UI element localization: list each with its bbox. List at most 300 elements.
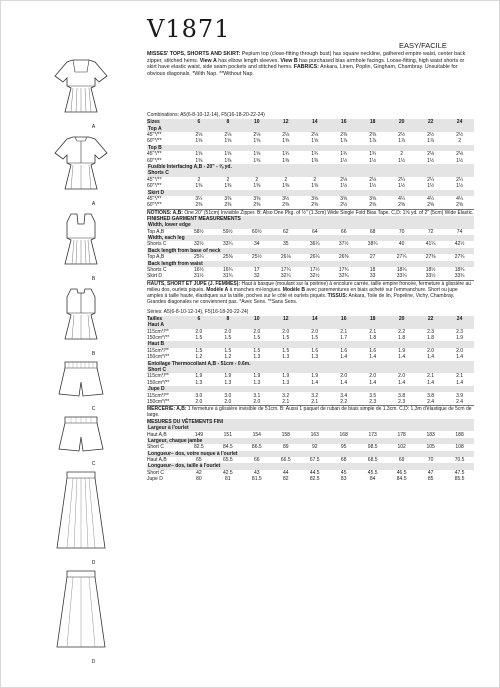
size-cell: 18: [369, 119, 376, 126]
table-row: [147, 335, 474, 341]
row-label: 60"*/**: [147, 138, 162, 145]
table-cell: 149: [194, 431, 204, 438]
table-cell: 1½: [369, 157, 377, 164]
table-cell: 1.9: [224, 373, 232, 380]
table-cell: 2: [458, 138, 461, 145]
table-cell: 2⅜: [340, 132, 348, 139]
french-yardage-table: [147, 316, 474, 405]
table-cell: 33¼: [396, 273, 407, 280]
table-cell: 2½: [427, 132, 435, 139]
table-cell: 2.2: [340, 398, 348, 405]
table-cell: 2.3: [398, 398, 406, 405]
table-cell: 84.5: [396, 476, 407, 483]
table-cell: 3.2: [282, 392, 290, 399]
table-cell: 2⅛: [340, 176, 348, 183]
size-cell: 8: [226, 119, 230, 126]
row-label: Skirt D: [147, 273, 162, 280]
table-row: [147, 202, 474, 208]
table-cell: 1.2: [224, 354, 232, 361]
table-cell: 27⅜: [425, 254, 436, 261]
table-cell: 68: [369, 228, 376, 235]
table-cell: 66.5: [280, 457, 291, 464]
table-cell: 1.6: [369, 347, 377, 354]
table-cell: 1.4: [427, 379, 435, 386]
fabrics-text: Ankara, Linen, Poplin, Gingham, Chambray. Unsuitable for obvious diagonals. *With Nap. **Without Nap.: [147, 64, 458, 77]
section-title: Top B: [147, 145, 474, 151]
table-cell: 33¼: [222, 241, 233, 248]
table-cell: 154: [252, 431, 261, 438]
table-cell: 2⅜: [311, 202, 319, 209]
table-cell: 40: [398, 241, 405, 248]
table-cell: 158: [281, 431, 290, 438]
table-cell: 1⅞: [369, 138, 377, 145]
row-label: 45"*/**: [147, 176, 162, 183]
table-cell: 1⅝: [224, 151, 232, 158]
french-finished-title: MESURES DU VÊTEMENTS FINI: [147, 419, 474, 425]
table-cell: 2: [226, 176, 230, 183]
table-cell: 98.5: [367, 444, 378, 451]
table-cell: 2⅛: [311, 132, 319, 139]
table-cell: 1.4: [340, 354, 348, 361]
table-cell: 1.3: [282, 379, 290, 386]
row-label: Shorts C: [147, 241, 167, 248]
sketch-shorts-c-back: [51, 415, 111, 455]
sketch-label: D: [91, 659, 96, 665]
row-label: Shorts C: [147, 267, 167, 274]
table-row: [147, 138, 474, 144]
table-cell: 1⅜: [282, 157, 290, 164]
description-title: MISSES' TOPS, SHORTS AND SKIRT:: [147, 51, 241, 57]
section-title: Skirt D: [147, 190, 474, 196]
table-cell: 1⅜: [311, 157, 319, 164]
section-title: Longueur– dos, taille à l'ourlet: [147, 463, 474, 469]
table-cell: 32½: [309, 273, 320, 280]
table-cell: 58½: [193, 228, 204, 235]
table-cell: 45: [340, 469, 347, 476]
table-cell: 1.9: [398, 347, 406, 354]
row-label: Haut A,B: [147, 431, 167, 438]
table-cell: 82.5: [193, 444, 204, 451]
table-cell: 2.0: [369, 373, 377, 380]
table-cell: 2.0: [427, 347, 435, 354]
table-cell: 47: [427, 469, 434, 476]
row-label: Haut A,B: [147, 457, 167, 464]
section-title: Top A: [147, 126, 474, 132]
table-cell: 26⅛: [280, 254, 291, 261]
table-cell: 62: [282, 228, 289, 235]
table-row: [147, 196, 474, 202]
table-cell: 1.4: [456, 379, 464, 386]
sizes-label: Sizes: [147, 119, 160, 126]
table-cell: 1¾: [311, 151, 319, 158]
table-cell: 1.3: [282, 354, 290, 361]
description-text: Peplum top (close-fitting through bust) has square neckline, gathered empire waist, center back zipper, stitched hems.: [147, 51, 466, 64]
row-label: 150cm*/**: [147, 379, 170, 386]
table-cell: 2⅜: [253, 202, 261, 209]
table-cell: 3.0: [224, 392, 232, 399]
table-cell: 2.0: [456, 347, 464, 354]
table-cell: 2⅜: [195, 202, 203, 209]
table-cell: 151: [223, 431, 232, 438]
size-cell: 14: [311, 315, 318, 322]
table-cell: 1⅝: [224, 138, 232, 145]
table-cell: 1⅜: [224, 157, 232, 164]
table-cell: 1½: [398, 183, 406, 190]
table-cell: 178: [397, 431, 406, 438]
sizes-header-row: [147, 316, 474, 322]
table-row: [147, 254, 474, 260]
combinations-line: Combinations: A5(6-8-10-12-14), F5(16-18-20-22-24): [147, 112, 265, 118]
table-cell: 1.4: [311, 379, 319, 386]
size-cell: 12: [282, 119, 289, 126]
size-cell: 24: [456, 119, 463, 126]
table-cell: 2½: [398, 132, 406, 139]
table-cell: 3⅝: [340, 195, 348, 202]
english-finished-table: [147, 222, 474, 280]
table-cell: 70: [398, 228, 405, 235]
section-title: Width, lower edge: [147, 222, 474, 228]
table-cell: 31½: [193, 273, 204, 280]
mod-b-text: avec parementures en biais acheté sur l'emmanchure. Short ou jupe amples à taille haute, élastiques sur la taille, poches sur le côté et ourlets piqués.: [147, 286, 458, 300]
table-cell: 1⅜: [311, 183, 319, 190]
mercerie: [147, 405, 474, 418]
view-b-text: has purchased bias armhole facings. Loose-fitting, high waist shorts or skirt have elastic waist, side seam pockets and stitched hems.: [147, 57, 465, 70]
sketch-label: C: [91, 406, 96, 412]
table-cell: 42: [196, 469, 202, 476]
mod-b-label: Modèle B: [282, 286, 305, 293]
section-title: Short C: [147, 367, 474, 373]
table-row: [147, 151, 474, 157]
table-cell: 18: [369, 267, 376, 274]
table-cell: 3⅜: [224, 195, 232, 202]
size-cell: 16: [340, 315, 347, 322]
table-cell: 18½: [425, 267, 436, 274]
table-cell: 2.0: [340, 373, 348, 380]
table-cell: 82: [282, 476, 289, 483]
table-cell: 16½: [193, 267, 204, 274]
sketch-skirt-d-back: [51, 569, 111, 653]
table-cell: 1.4: [340, 379, 348, 386]
table-cell: 17: [254, 267, 260, 274]
table-row: [147, 470, 474, 476]
table-cell: 69: [398, 457, 405, 464]
size-cell: 20: [398, 119, 405, 126]
table-cell: 102: [397, 444, 406, 451]
table-cell: 2¼: [427, 176, 435, 183]
table-row: [147, 241, 474, 247]
table-row: [147, 229, 474, 235]
table-cell: 60½: [251, 228, 262, 235]
size-cell: 18: [369, 315, 376, 322]
table-cell: 1.8: [369, 335, 377, 342]
table-cell: 31¾: [222, 273, 233, 280]
table-cell: 4¼: [398, 195, 406, 202]
row-label: 150cm*/**: [147, 398, 170, 405]
row-label: Short C: [147, 444, 164, 451]
table-cell: 1.3: [195, 379, 203, 386]
table-cell: 1.8: [398, 335, 406, 342]
table-cell: 1.5: [253, 335, 261, 342]
view-b-label: View B: [280, 57, 298, 64]
table-cell: 32¼: [280, 273, 291, 280]
table-cell: 85.5: [454, 476, 465, 483]
table-cell: 81: [225, 476, 231, 483]
table-cell: 1.4: [427, 354, 435, 361]
table-cell: 1.3: [311, 354, 319, 361]
french-text: Haut à basque (moulant sur la poitrine) à encolure carrée, taille empire froncée, fermeture à glissière au milieu dos, ourlets piqués.: [147, 280, 472, 293]
table-cell: 2.2: [398, 328, 406, 335]
table-cell: 2⅝: [369, 202, 377, 209]
table-cell: 2.1: [369, 328, 377, 335]
table-row: [147, 399, 474, 405]
table-cell: 2: [313, 176, 317, 183]
table-row: [147, 158, 474, 164]
table-cell: 3½: [282, 195, 290, 202]
sizes-header-row: [147, 119, 474, 125]
table-row: [147, 132, 474, 138]
table-cell: 32¾: [338, 273, 349, 280]
table-cell: 1⅝: [253, 138, 261, 145]
table-row: [147, 329, 474, 335]
table-cell: 188: [455, 431, 464, 438]
row-label: Jupe D: [147, 476, 163, 483]
table-cell: 2⅛: [253, 132, 261, 139]
table-cell: 17¾: [338, 267, 349, 274]
table-cell: 33¾: [454, 273, 465, 280]
table-cell: 1⅝: [195, 151, 203, 158]
table-cell: 1⅜: [253, 183, 261, 190]
table-cell: 2.0: [195, 328, 203, 335]
tissus-label: TISSUS:: [327, 293, 348, 300]
table-cell: 81.5: [251, 476, 262, 483]
table-cell: 1½: [427, 157, 435, 164]
table-cell: 1.5: [195, 347, 203, 354]
table-cell: 1⅜: [195, 157, 203, 164]
sketch-label: D: [91, 560, 96, 566]
table-row: [147, 444, 474, 450]
table-cell: 1⅝: [195, 138, 203, 145]
table-cell: 173: [368, 431, 377, 438]
table-cell: 3.9: [456, 392, 464, 399]
table-cell: 2.1: [282, 398, 290, 405]
description: [147, 51, 474, 77]
table-cell: 44: [282, 469, 289, 476]
table-cell: 83: [340, 476, 347, 483]
section-title: Back length from waist: [147, 261, 474, 267]
table-cell: 1.9: [456, 335, 464, 342]
table-cell: 1.8: [427, 335, 435, 342]
table-cell: 2.3: [369, 398, 377, 405]
table-cell: 89: [282, 444, 289, 451]
table-cell: 2¼: [398, 176, 406, 183]
table-cell: 1.5: [224, 347, 232, 354]
table-cell: 2.0: [195, 398, 203, 405]
section-title: Shorts C: [147, 170, 474, 176]
table-cell: 1.6: [340, 347, 348, 354]
pattern-number: V1871: [147, 15, 231, 43]
size-cell: 10: [254, 315, 260, 322]
table-cell: 1.9: [282, 373, 290, 380]
table-cell: 34: [254, 241, 260, 248]
table-row: [147, 183, 474, 189]
table-cell: 85: [427, 476, 434, 483]
table-cell: 1¾: [369, 151, 377, 158]
table-cell: 1.4: [369, 379, 377, 386]
table-cell: 82.5: [309, 476, 320, 483]
table-cell: 2⅛: [224, 132, 232, 139]
size-cell: 20: [398, 315, 405, 322]
row-label: 115cm*/**: [147, 347, 169, 354]
table-cell: 2⅛: [427, 151, 435, 158]
table-cell: 2.1: [427, 373, 435, 380]
table-cell: 42.5: [222, 469, 233, 476]
table-cell: 33½: [425, 273, 436, 280]
table-cell: 84.5: [222, 444, 233, 451]
measurement-tables: [147, 109, 474, 483]
table-cell: 70.5: [454, 457, 465, 464]
table-cell: 2.0: [253, 328, 261, 335]
size-cell: 10: [254, 119, 260, 126]
sketch-label: A: [91, 124, 96, 130]
table-cell: 43: [254, 469, 260, 476]
table-cell: 1.4: [456, 354, 464, 361]
table-cell: 2⅜: [224, 202, 232, 209]
table-cell: 1.5: [195, 335, 203, 342]
table-cell: 2.0: [253, 398, 261, 405]
table-cell: 66: [340, 228, 347, 235]
table-cell: 4¼: [427, 195, 435, 202]
table-cell: 3.2: [311, 392, 319, 399]
table-cell: 2: [400, 151, 404, 158]
sketch-label: C: [91, 461, 96, 467]
section-title: Fusible Interfacing A,B - 20" - ⅝ yd.: [147, 164, 474, 170]
section-title: Largeur, chaque jambe: [147, 438, 474, 444]
table-cell: 2: [197, 176, 201, 183]
table-cell: 1⅝: [253, 151, 261, 158]
table-cell: 45.5: [367, 469, 378, 476]
table-cell: 1½: [340, 183, 348, 190]
table-cell: 1.5: [282, 347, 290, 354]
row-label: 60"*/**: [147, 202, 162, 209]
row-label: 150cm*/**: [147, 354, 170, 361]
table-cell: 3⅝: [311, 195, 319, 202]
table-cell: 37½: [338, 241, 349, 248]
sketch-top-b-back: [51, 285, 111, 345]
sketch-label: B: [91, 276, 96, 282]
size-cell: 16: [340, 119, 347, 126]
row-label: 150cm*/**: [147, 335, 170, 342]
table-cell: 2.4: [456, 398, 464, 405]
row-label: 60"*/**: [147, 157, 162, 164]
table-cell: 38¾: [367, 241, 378, 248]
size-cell: 22: [427, 315, 434, 322]
table-cell: 1¾: [340, 151, 348, 158]
table-cell: 33: [369, 273, 376, 280]
table-cell: 1½: [427, 183, 435, 190]
table-cell: 72: [427, 228, 434, 235]
table-cell: 41¼: [425, 241, 436, 248]
table-cell: 32: [254, 273, 260, 280]
table-cell: 108: [455, 444, 464, 451]
table-cell: 3⅜: [253, 195, 261, 202]
table-row: [147, 457, 474, 463]
table-cell: 25⅜: [222, 254, 233, 261]
table-cell: 2.1: [340, 328, 348, 335]
row-label: 115cm*/**: [147, 373, 169, 380]
table-cell: 4¼: [456, 195, 464, 202]
table-cell: 2⅛: [282, 132, 290, 139]
row-label: 60"*/**: [147, 183, 162, 190]
sketch-top-a-front: [51, 56, 111, 118]
french-finished-table: [147, 425, 474, 483]
table-cell: 18¼: [396, 267, 407, 274]
table-cell: 26¼: [309, 254, 320, 261]
table-row: [147, 431, 474, 437]
table-cell: 59½: [222, 228, 233, 235]
table-cell: 1.3: [224, 379, 232, 386]
table-cell: 3⅝: [369, 195, 377, 202]
table-row: [147, 177, 474, 183]
table-cell: 68: [340, 457, 347, 464]
table-cell: 1½: [456, 183, 464, 190]
row-label: 115cm*/**: [147, 392, 169, 399]
table-cell: 2.0: [282, 328, 290, 335]
table-cell: 2: [255, 176, 259, 183]
size-cell: 24: [456, 315, 463, 322]
table-row: [147, 373, 474, 379]
table-cell: 92: [311, 444, 318, 451]
french-title: HAUTS, SHORT ET JUPE (J. FEMMES):: [147, 280, 241, 287]
sketch-shorts-c-front: [51, 360, 111, 400]
section-title: Entoilage Thermocollant A,B - 51cm - 0.6m.: [147, 361, 474, 367]
section-title: Largeur à l'ourlet: [147, 425, 474, 431]
sizes-label: Tailles: [147, 315, 163, 322]
table-cell: 66: [254, 457, 260, 464]
table-cell: 1.9: [253, 373, 261, 380]
table-row: [147, 476, 474, 482]
table-cell: 3¼: [195, 195, 203, 202]
table-cell: 3.8: [398, 392, 406, 399]
table-cell: 3.0: [195, 392, 203, 399]
size-cell: 8: [226, 315, 230, 322]
table-cell: 1.2: [195, 354, 203, 361]
table-cell: 2.0: [224, 398, 232, 405]
table-cell: 1.4: [398, 354, 406, 361]
table-cell: 44.5: [309, 469, 320, 476]
size-cell: 12: [282, 315, 289, 322]
table-cell: 35: [282, 241, 289, 248]
table-cell: 3.4: [340, 392, 348, 399]
table-cell: 26⅜: [338, 254, 349, 261]
table-cell: 1⅜: [224, 183, 232, 190]
table-cell: 1⅜: [195, 183, 203, 190]
table-cell: 2½: [340, 202, 348, 209]
view-a-text: has elbow length sleeves.: [216, 57, 281, 64]
table-cell: 2⅛: [456, 151, 464, 158]
table-cell: 3.8: [427, 392, 435, 399]
table-cell: 3.1: [253, 392, 261, 399]
table-cell: 1⅞: [427, 138, 435, 145]
row-label: Short C: [147, 469, 164, 476]
table-cell: 2½: [456, 132, 464, 139]
section-title: Jupe D: [147, 386, 474, 392]
table-cell: 95: [340, 444, 347, 451]
table-cell: 168: [339, 431, 348, 438]
table-cell: 1.5: [253, 347, 261, 354]
size-cell: 14: [311, 119, 318, 126]
row-label: 45"*/**: [147, 132, 162, 139]
table-cell: 1.4: [369, 354, 377, 361]
